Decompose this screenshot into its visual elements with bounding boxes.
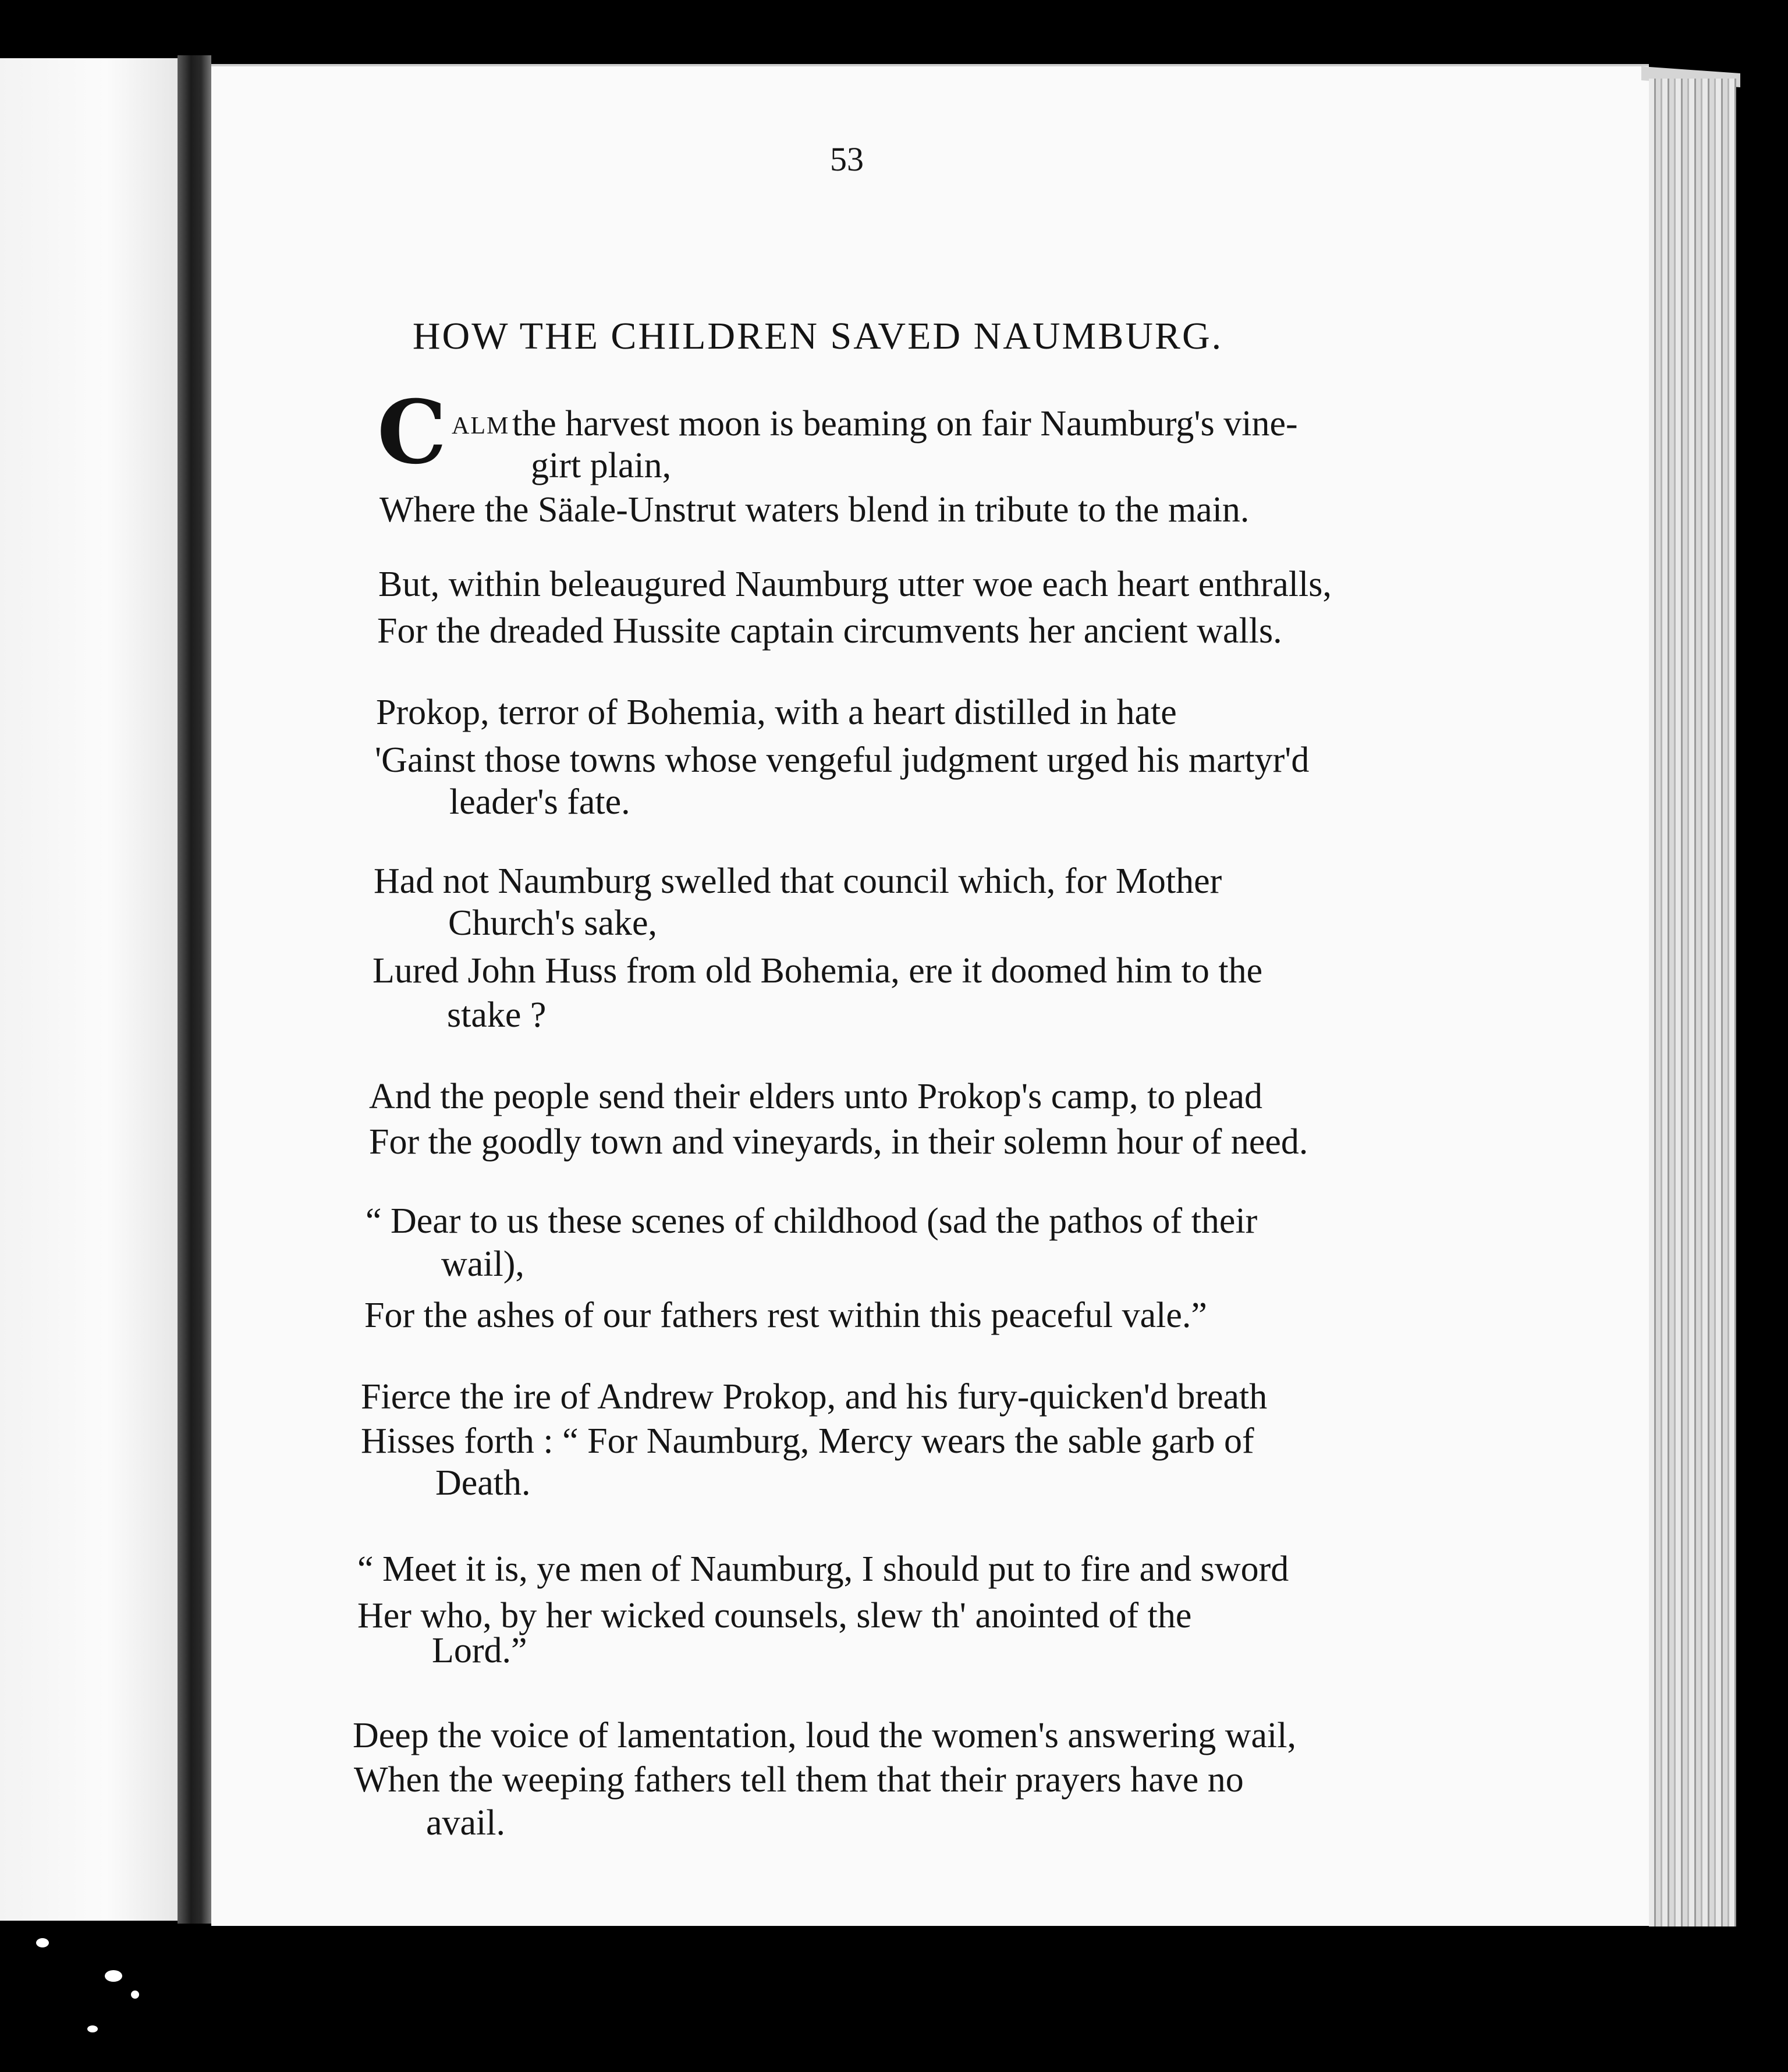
page-number: 53: [830, 140, 864, 178]
dropcap-letter: C: [377, 381, 447, 484]
dropcap-rest: ALM: [452, 413, 510, 439]
poem-line: stake ?: [447, 995, 547, 1035]
poem-line: the harvest moon is beaming on fair Naumburg's vine-: [512, 404, 1298, 444]
poem-line: “ Meet it is, ye men of Naumburg, I should put to fire and sword: [357, 1549, 1289, 1589]
poem-line: leader's fate.: [449, 782, 630, 822]
scan-speck: [105, 1970, 122, 1982]
poem-line: avail.: [426, 1803, 505, 1843]
poem-line: And the people send their elders unto Prokop's camp, to plead: [369, 1077, 1262, 1116]
poem-line: Lured John Huss from old Bohemia, ere it doomed him to the: [372, 951, 1263, 991]
scan-speck: [87, 2025, 98, 2032]
scan-speck: [36, 1938, 49, 1947]
poem-line: When the weeping fathers tell them that their prayers have no: [354, 1760, 1244, 1800]
poem-line: Church's sake,: [448, 903, 657, 943]
poem-line: Death.: [435, 1463, 531, 1503]
poem-line: Fierce the ire of Andrew Prokop, and his fury-quicken'd breath: [361, 1377, 1268, 1417]
poem-line: Her who, by her wicked counsels, slew th' anointed of the: [357, 1596, 1192, 1635]
poem-line: Had not Naumburg swelled that council which, for Mother: [374, 861, 1222, 901]
poem-line: For the goodly town and vineyards, in their solemn hour of need.: [369, 1122, 1308, 1162]
scan-speck: [131, 1991, 139, 1999]
poem-title: HOW THE CHILDREN SAVED NAUMBURG.: [412, 315, 1223, 357]
poem-line: girt plain,: [531, 446, 672, 485]
poem-line: But, within beleaugured Naumburg utter woe each heart enthralls,: [378, 565, 1332, 604]
poem-line: Prokop, terror of Bohemia, with a heart distilled in hate: [376, 693, 1177, 732]
poem-line: For the dreaded Hussite captain circumvents her ancient walls.: [377, 611, 1282, 651]
poem-line: For the ashes of our fathers rest within this peaceful vale.”: [364, 1296, 1207, 1335]
poem-line: Lord.”: [432, 1631, 527, 1670]
poem-line: “ Dear to us these scenes of childhood (sad the pathos of their: [366, 1201, 1258, 1241]
poem-line: 'Gainst those towns whose vengeful judgment urged his martyr'd: [375, 740, 1310, 780]
poem-line: Hisses forth : “ For Naumburg, Mercy wears the sable garb of: [361, 1421, 1254, 1461]
poem-line: Where the Säale-Unstrut waters blend in tribute to the main.: [379, 490, 1250, 530]
poem-line: Deep the voice of lamentation, loud the women's answering wail,: [353, 1716, 1296, 1755]
poem-line: wail),: [441, 1244, 524, 1284]
